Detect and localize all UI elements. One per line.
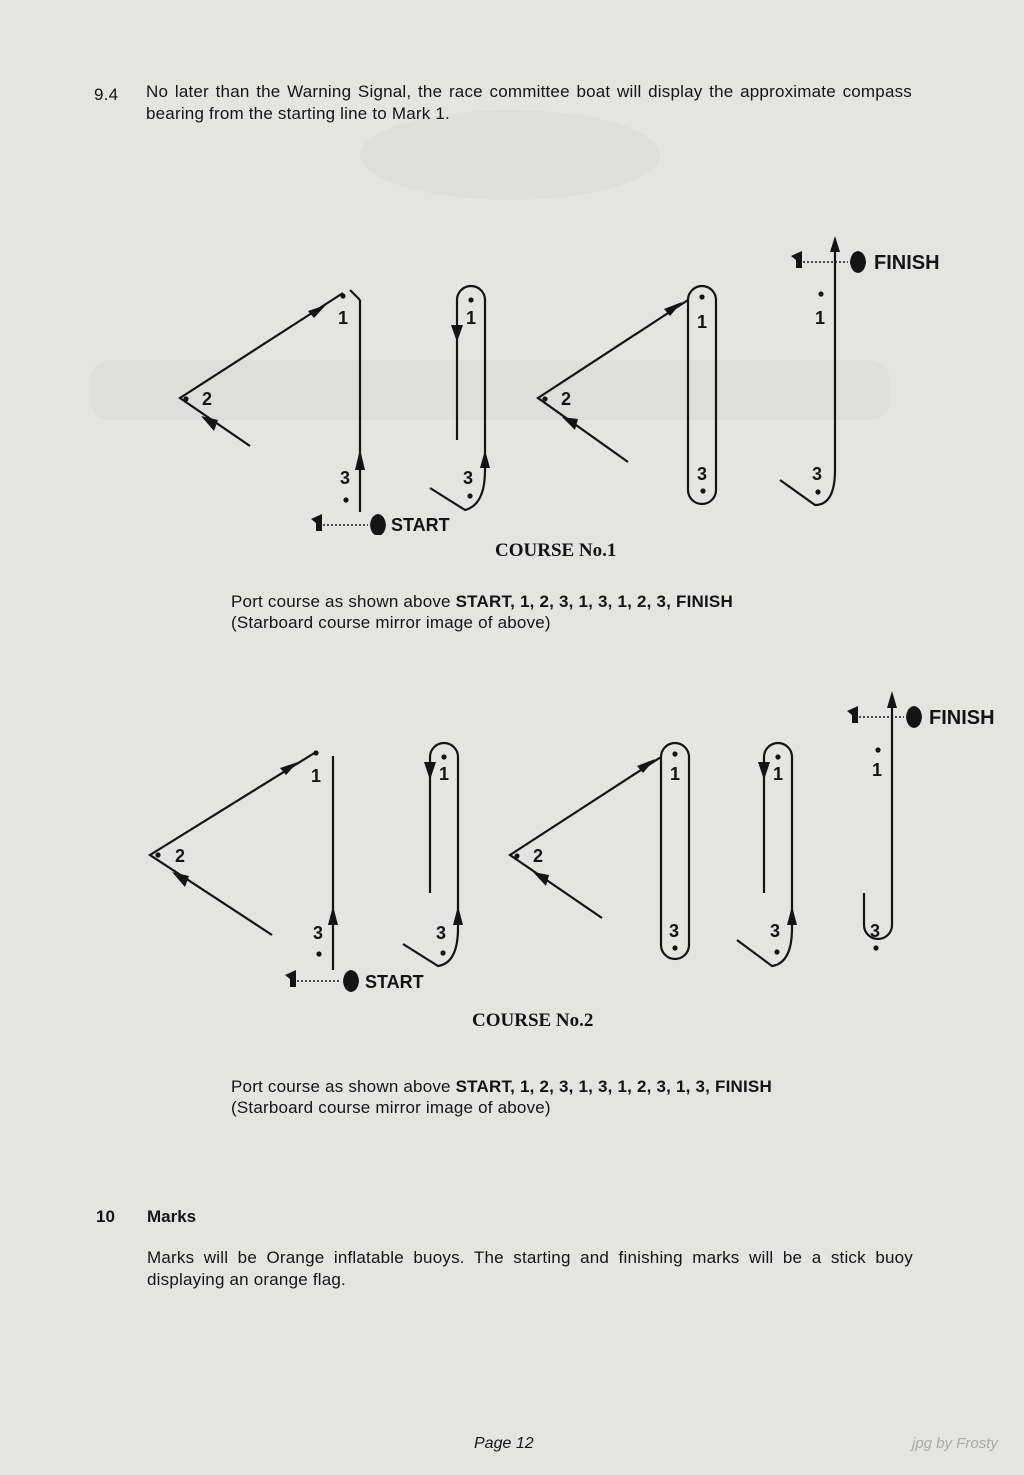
section-10-text: Marks will be Orange inflatable buoys. The starting and finishing marks will be a stick buoy displaying an orange flag. (147, 1248, 913, 1289)
course-1-description (231, 591, 733, 613)
mark-3-buoy (672, 945, 677, 950)
mark-2-label: 2 (175, 846, 186, 866)
section-9-4-number: 9.4 (94, 85, 119, 104)
mark-3-buoy (873, 945, 878, 950)
finish-buoy-icon (850, 251, 866, 273)
mark-3-label: 3 (313, 923, 324, 943)
page-number: Page 12 (474, 1435, 534, 1452)
start-line (311, 514, 386, 535)
mark-1-label: 1 (697, 312, 708, 332)
course-1-sequence: START, 1, 2, 3, 1, 3, 1, 2, 3, FINISH (455, 592, 733, 611)
committee-boat-flag-icon (285, 970, 296, 987)
mark-1-buoy (672, 751, 677, 756)
mark-3-buoy (343, 497, 348, 502)
mark-1-buoy (468, 297, 473, 302)
mark-1-label: 1 (338, 308, 349, 328)
mark-1-buoy (699, 294, 704, 299)
mark-3-buoy (700, 488, 705, 493)
course-2-finish-leg (847, 691, 922, 939)
mark-3-buoy (815, 489, 820, 494)
section-10-title: Marks (147, 1207, 197, 1226)
course-1-diagram (0, 225, 1024, 535)
mark-3-buoy (467, 493, 472, 498)
mark-2-buoy (542, 396, 547, 401)
start-buoy-icon (370, 514, 386, 535)
mark-1-label: 1 (815, 308, 826, 328)
course-1-mirror-note: (Starboard course mirror image of above) (231, 613, 551, 632)
course-1-title: COURSE No.1 (495, 540, 617, 561)
section-10-number: 10 (96, 1207, 115, 1226)
mark-3-label: 3 (463, 468, 474, 488)
mark-1-buoy (340, 293, 345, 298)
mark-3-label: 3 (340, 468, 351, 488)
mark-3-label: 3 (697, 464, 708, 484)
mark-1-buoy (775, 754, 780, 759)
image-credit: jpg by Frosty (912, 1435, 998, 1452)
mark-3-label: 3 (812, 464, 823, 484)
mark-3-buoy (774, 949, 779, 954)
course-2-windward-leeward-return-leg (737, 743, 797, 966)
course-2-diagram (0, 685, 1024, 995)
finish-label: FINISH (874, 252, 940, 274)
committee-boat-flag-icon (311, 514, 322, 531)
mark-1-buoy (441, 754, 446, 759)
course-2-title: COURSE No.2 (472, 1010, 594, 1031)
course-2-sequence: START, 1, 2, 3, 1, 3, 1, 2, 3, 1, 3, FINISH (455, 1077, 772, 1096)
mark-2-buoy (514, 853, 519, 858)
course-2-mirror-note: (Starboard course mirror image of above) (231, 1098, 551, 1117)
mark-3-label: 3 (770, 921, 781, 941)
committee-boat-flag-icon (847, 706, 858, 723)
mark-3-label: 3 (870, 921, 881, 941)
mark-1-label: 1 (773, 764, 784, 784)
mark-1-label: 1 (439, 764, 450, 784)
mark-1-label: 1 (670, 764, 681, 784)
mark-1-buoy (875, 747, 880, 752)
mark-1-buoy (818, 291, 823, 296)
start-label: START (365, 972, 424, 992)
course-2-description (231, 1076, 772, 1098)
course-2-windward-leeward-leg (403, 743, 463, 966)
course-2-desc-prefix: Port course as shown above (231, 1077, 456, 1096)
mark-1-label: 1 (872, 760, 883, 780)
mark-1-label: 1 (466, 308, 477, 328)
mark-3-label: 3 (436, 923, 447, 943)
section-9-4-text: No later than the Warning Signal, the race committee boat will display the approximate compass bearing from the starting line to Mark 1. (146, 82, 912, 123)
mark-1-buoy (313, 750, 318, 755)
mark-3-label: 3 (669, 921, 680, 941)
start-label: START (391, 515, 450, 535)
start-buoy-icon (343, 970, 359, 992)
mark-3-buoy (316, 951, 321, 956)
start-line (285, 970, 359, 992)
mark-3-buoy (440, 950, 445, 955)
mark-2-label: 2 (561, 389, 572, 409)
course-1-desc-prefix: Port course as shown above (231, 592, 456, 611)
mark-2-label: 2 (202, 389, 213, 409)
mark-1-label: 1 (311, 766, 322, 786)
mark-2-buoy (183, 396, 188, 401)
finish-label: FINISH (929, 707, 995, 729)
finish-buoy-icon (906, 706, 922, 728)
course-1-finish-leg (780, 236, 866, 505)
mark-2-label: 2 (533, 846, 544, 866)
course-1-windward-leeward-leg (430, 286, 490, 510)
mark-2-buoy (155, 852, 160, 857)
committee-boat-flag-icon (791, 251, 802, 268)
